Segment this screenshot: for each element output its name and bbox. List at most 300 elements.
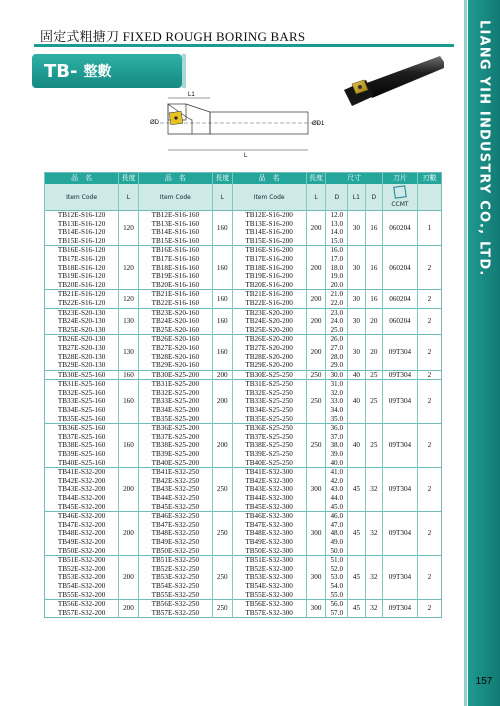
sub-header-row (45, 184, 442, 211)
diameter-cell: 13.0 (326, 220, 348, 229)
item-code-cell: TB12E-S16-120 (45, 211, 119, 220)
table-row (45, 380, 442, 389)
table-row (45, 246, 442, 255)
item-code-cell: TB51E-S32-250 (138, 556, 212, 565)
item-code-cell: TB21E-S16-120 (45, 290, 119, 299)
flute-count-cell: 2 (417, 600, 441, 618)
diameter-cell: 12.0 (326, 211, 348, 220)
item-code-cell: TB52E-S32-300 (232, 565, 306, 574)
diameter-cell: 22.0 (326, 299, 348, 308)
item-code-cell: TB35E-S25-200 (138, 415, 212, 424)
diameter-cell: 20.0 (326, 281, 348, 290)
item-code-cell: TB20E-S16-160 (138, 281, 212, 290)
l1-cell: 30 (348, 211, 365, 246)
item-code-cell: TB45E-S32-300 (232, 503, 306, 512)
diameter-cell: 21.0 (326, 290, 348, 299)
item-code-cell: TB46E-S32-300 (232, 512, 306, 521)
flute-count-cell: 2 (417, 468, 441, 512)
item-code-cell: TB40E-S25-200 (138, 459, 212, 468)
insert-cell: 09T304 (383, 468, 418, 512)
diameter-cell: 17.0 (326, 255, 348, 264)
shank-diameter-cell: 32 (365, 600, 382, 618)
diameter-cell: 37.0 (326, 433, 348, 442)
table-row (45, 211, 442, 220)
col-l1: L1 (348, 184, 365, 211)
item-code-cell: TB24E-S20-160 (138, 317, 212, 326)
label-d1: ØD1 (312, 121, 325, 127)
length-cell: 160 (212, 335, 232, 370)
item-code-cell: TB43E-S32-300 (232, 485, 306, 494)
item-code-cell: TB15E-S16-160 (138, 237, 212, 246)
l1-cell: 40 (348, 370, 365, 380)
length-cell: 200 (212, 370, 232, 380)
diameter-cell: 44.0 (326, 494, 348, 503)
label-d: ØD (150, 120, 159, 126)
dimension-drawing (150, 90, 350, 165)
item-code-cell: TB23E-S20-160 (138, 308, 212, 317)
shank-diameter-cell: 20 (365, 335, 382, 370)
item-code-cell: TB39E-S25-200 (138, 450, 212, 459)
length-cell: 200 (119, 468, 139, 512)
flute-count-cell: 2 (417, 335, 441, 370)
col-flutes (417, 184, 441, 211)
item-code-cell: TB56E-S32-300 (232, 600, 306, 609)
shank-diameter-cell: 25 (365, 380, 382, 424)
item-code-cell: TB16E-S16-160 (138, 246, 212, 255)
shank-diameter-cell: 20 (365, 308, 382, 335)
item-code-cell: TB23E-S20-200 (232, 308, 306, 317)
item-code-cell: TB22E-S16-120 (57, 298, 106, 307)
diameter-cell: 18.0 (326, 264, 348, 273)
item-code-cell: TB38E-S25-250 (232, 441, 306, 450)
length-cell: 300 (306, 512, 326, 556)
item-code-cell: TB26E-S20-130 (45, 335, 119, 344)
diameter-cell: 29.0 (326, 361, 348, 370)
table-row (45, 556, 442, 565)
item-code-cell: TB35E-S25-160 (57, 414, 106, 423)
length-cell: 160 (212, 246, 232, 290)
length-cell: 250 (212, 468, 232, 512)
item-code-cell: TB47E-S32-300 (232, 521, 306, 530)
table-row (45, 512, 442, 521)
table-row (45, 370, 442, 380)
label-l: L (244, 153, 248, 159)
item-code-cell: TB18E-S16-200 (232, 264, 306, 273)
item-code-cell: TB55E-S32-300 (232, 591, 306, 600)
item-code-cell: TB28E-S20-200 (232, 353, 306, 362)
flute-count-cell: 2 (417, 370, 441, 380)
col-group-item2: 品 名 (138, 173, 212, 185)
diameter-cell: 23.0 (326, 308, 348, 317)
insert-cell: 09T304 (383, 335, 418, 370)
item-code-cell: TB50E-S32-200 (57, 546, 106, 555)
item-code-cell: TB24E-S20-200 (232, 317, 306, 326)
diameter-cell: 41.0 (326, 468, 348, 477)
diameter-cell: 24.0 (326, 317, 348, 326)
item-code-cell: TB39E-S25-250 (232, 450, 306, 459)
insert-cell: 09T304 (383, 380, 418, 424)
page-title: 固定式粗搪刀 FIXED ROUGH BORING BARS (40, 29, 306, 44)
diameter-cell: 33.0 (326, 397, 348, 406)
length-cell: 200 (306, 308, 326, 335)
item-code-cell: TB44E-S32-300 (232, 494, 306, 503)
col-group-dimensions: 尺寸 (326, 173, 383, 185)
length-cell: 250 (306, 370, 326, 380)
l1-cell: 45 (348, 600, 365, 618)
col-group-len1: 長度 (119, 173, 139, 185)
length-cell: 120 (119, 211, 139, 246)
length-cell: 160 (212, 290, 232, 308)
shank-diameter-cell: 32 (365, 556, 382, 600)
item-code-cell: TB52E-S32-200 (57, 564, 106, 573)
diameter-cell: 19.0 (326, 272, 348, 281)
length-cell: 200 (306, 335, 326, 370)
item-code-cell: TB16E-S16-120 (45, 246, 119, 255)
item-code-cell: TB27E-S20-200 (232, 344, 306, 353)
item-code-cell: TB33E-S25-160 (57, 397, 106, 406)
length-cell: 160 (119, 424, 139, 468)
diameter-cell: 26.0 (326, 335, 348, 344)
insert-cell: 060204 (383, 211, 418, 246)
diameter-cell: 34.0 (326, 406, 348, 415)
l1-cell: 30 (348, 335, 365, 370)
length-cell: 130 (119, 308, 139, 335)
item-code-cell: TB34E-S25-160 (57, 406, 106, 415)
item-code-cell: TB17E-S16-160 (138, 255, 212, 264)
item-code-cell: TB44E-S32-250 (138, 494, 212, 503)
item-code-cell: TB56E-S32-250 (138, 600, 212, 609)
col-l-2: L (212, 184, 232, 211)
item-code-cell: TB29E-S20-130 (57, 361, 106, 370)
length-cell: 250 (306, 424, 326, 468)
flute-count-cell: 2 (417, 308, 441, 335)
item-code-cell: TB56E-S32-200 (45, 600, 119, 609)
item-code-cell: TB53E-S32-250 (138, 573, 212, 582)
diameter-cell: 53.0 (326, 573, 348, 582)
l1-cell: 45 (348, 512, 365, 556)
length-cell: 250 (212, 556, 232, 600)
diameter-cell: 32.0 (326, 389, 348, 398)
diameter-cell: 48.0 (326, 529, 348, 538)
item-code-cell: TB54E-S32-300 (232, 582, 306, 591)
item-code-cell: TB48E-S32-300 (232, 529, 306, 538)
table-row (45, 335, 442, 344)
l1-cell: 30 (348, 246, 365, 290)
insert-shape-icon (393, 185, 407, 199)
item-code-cell: TB51E-S32-300 (232, 556, 306, 565)
diameter-cell: 55.0 (326, 591, 348, 600)
diameter-cell: 31.0 (326, 380, 348, 389)
shank-diameter-cell: 25 (365, 424, 382, 468)
item-code-cell: TB49E-S32-300 (232, 538, 306, 547)
item-code-cell: TB20E-S16-200 (232, 281, 306, 290)
item-code-cell: TB54E-S32-250 (138, 582, 212, 591)
shank-diameter-cell: 16 (365, 246, 382, 290)
length-cell: 200 (119, 512, 139, 556)
item-code-cell: TB49E-S32-200 (57, 537, 106, 546)
item-code-cell: TB22E-S16-200 (232, 299, 306, 308)
diameter-cell: 52.0 (326, 565, 348, 574)
length-cell: 250 (212, 512, 232, 556)
item-code-cell: TB41E-S32-200 (45, 468, 119, 477)
col-l-1: L (119, 184, 139, 211)
item-code-cell: TB53E-S32-200 (57, 573, 106, 582)
flute-count-cell: 2 (417, 512, 441, 556)
item-code-cell: TB31E-S25-250 (232, 380, 306, 389)
length-cell: 160 (119, 370, 139, 380)
col-item-code-3: Item Code (232, 184, 306, 211)
shank-diameter-cell: 16 (365, 290, 382, 308)
item-code-cell: TB29E-S20-200 (232, 361, 306, 370)
diameter-cell: 30.0 (326, 370, 348, 380)
item-code-cell: TB42E-S32-300 (232, 477, 306, 486)
spec-table (44, 172, 442, 618)
length-cell: 200 (306, 290, 326, 308)
item-code-cell: TB42E-S32-250 (138, 477, 212, 486)
item-code-cell: TB38E-S25-200 (138, 441, 212, 450)
length-cell: 300 (306, 600, 326, 618)
item-code-cell: TB48E-S32-250 (138, 529, 212, 538)
title-rule (34, 44, 454, 47)
diameter-cell: 47.0 (326, 521, 348, 530)
item-code-cell: TB13E-S16-160 (138, 220, 212, 229)
length-cell: 250 (306, 380, 326, 424)
length-cell: 160 (119, 380, 139, 424)
item-code-cell: TB50E-S32-300 (232, 547, 306, 556)
item-code-cell: TB17E-S16-200 (232, 255, 306, 264)
item-code-cell: TB31E-S25-200 (138, 380, 212, 389)
item-code-cell: TB28E-S20-130 (57, 352, 106, 361)
item-code-cell: TB51E-S32-200 (45, 556, 119, 565)
item-code-cell: TB30E-S25-200 (138, 370, 212, 380)
item-code-cell: TB55E-S32-200 (57, 590, 106, 599)
item-code-cell: TB41E-S32-250 (138, 468, 212, 477)
length-cell: 120 (119, 290, 139, 308)
item-code-cell: TB23E-S20-130 (45, 308, 119, 317)
item-code-cell: TB33E-S25-200 (138, 397, 212, 406)
flute-count-cell: 1 (417, 211, 441, 246)
item-code-cell: TB12E-S16-200 (232, 211, 306, 220)
item-code-cell: TB42E-S32-200 (57, 476, 106, 485)
insert-cell: 060204 (383, 246, 418, 290)
col-group-insert: 刀片 (383, 173, 418, 185)
item-code-cell: TB15E-S16-120 (57, 236, 106, 245)
l1-cell: 40 (348, 424, 365, 468)
item-code-cell: TB27E-S20-130 (57, 343, 106, 352)
col-d: D (326, 184, 348, 211)
item-code-cell: TB40E-S25-250 (232, 459, 306, 468)
item-code-cell: TB48E-S32-200 (57, 529, 106, 538)
diameter-cell: 28.0 (326, 353, 348, 362)
item-code-cell: TB12E-S16-160 (138, 211, 212, 220)
item-code-cell: TB32E-S25-200 (138, 389, 212, 398)
item-code-cell: TB47E-S32-250 (138, 521, 212, 530)
diameter-cell: 25.0 (326, 326, 348, 335)
item-code-cell: TB36E-S25-200 (138, 424, 212, 433)
item-code-cell: TB14E-S16-160 (138, 228, 212, 237)
item-code-cell: TB36E-S25-160 (45, 424, 119, 433)
diameter-cell: 56.0 (326, 600, 348, 609)
item-code-cell: TB32E-S25-250 (232, 389, 306, 398)
col-group-len3: 長度 (306, 173, 326, 185)
item-code-cell: TB43E-S32-250 (138, 485, 212, 494)
col-group-len2: 長度 (212, 173, 232, 185)
flute-count-cell: 2 (417, 246, 441, 290)
company-name: LIANG YIH INDUSTRY CO., LTD. (476, 20, 492, 277)
diameter-cell: 27.0 (326, 344, 348, 353)
item-code-cell: TB57E-S32-300 (232, 609, 306, 618)
item-code-cell: TB44E-S32-200 (57, 494, 106, 502)
insert-cell: 09T304 (383, 512, 418, 556)
item-code-cell: TB14E-S16-120 (57, 228, 106, 237)
insert-type-label: CCMT (391, 200, 409, 208)
series-label (32, 54, 182, 88)
item-code-cell: TB25E-S20-200 (232, 326, 306, 335)
diameter-cell: 16.0 (326, 246, 348, 255)
item-code-cell: TB17E-S16-120 (57, 254, 106, 263)
item-code-cell: TB46E-S32-250 (138, 512, 212, 521)
diameter-cell: 46.0 (326, 512, 348, 521)
item-code-cell: TB41E-S32-300 (232, 468, 306, 477)
series-code: TB- (44, 60, 78, 82)
length-cell: 130 (119, 335, 139, 370)
diameter-cell: 36.0 (326, 424, 348, 433)
item-code-cell: TB19E-S16-160 (138, 272, 212, 281)
length-cell: 160 (212, 308, 232, 335)
item-code-cell: TB18E-S16-160 (138, 264, 212, 273)
item-code-cell: TB33E-S25-250 (232, 397, 306, 406)
col-insert (383, 184, 418, 211)
col-d1: D (365, 184, 382, 211)
col-l-3: L (306, 184, 326, 211)
side-stripe (464, 0, 467, 706)
insert-cell: 09T304 (383, 370, 418, 380)
diameter-cell: 45.0 (326, 503, 348, 512)
diameter-cell: 40.0 (326, 459, 348, 468)
diameter-cell: 51.0 (326, 556, 348, 565)
l1-cell: 45 (348, 468, 365, 512)
item-code-cell: TB21E-S16-200 (232, 290, 306, 299)
item-code-cell: TB45E-S32-250 (138, 503, 212, 512)
length-cell: 300 (306, 468, 326, 512)
item-code-cell: TB13E-S16-200 (232, 220, 306, 229)
diameter-cell: 54.0 (326, 582, 348, 591)
length-cell: 200 (119, 556, 139, 600)
series-subtitle: 整數 (83, 64, 112, 80)
table-row (45, 600, 442, 609)
item-code-cell: TB26E-S20-160 (138, 335, 212, 344)
item-code-cell: TB37E-S25-200 (138, 433, 212, 442)
insert-cell: 09T304 (383, 424, 418, 468)
col-group-item3: 品 名 (232, 173, 306, 185)
length-cell: 200 (306, 211, 326, 246)
diameter-cell: 42.0 (326, 477, 348, 486)
shank-diameter-cell: 16 (365, 211, 382, 246)
item-code-cell: TB34E-S25-250 (232, 406, 306, 415)
length-cell: 250 (212, 600, 232, 618)
length-cell: 200 (306, 246, 326, 290)
item-code-cell: TB54E-S32-200 (57, 581, 106, 590)
item-code-cell: TB29E-S20-160 (138, 361, 212, 370)
diameter-cell: 15.0 (326, 237, 348, 246)
item-code-cell: TB16E-S16-200 (232, 246, 306, 255)
table-row (45, 424, 442, 433)
diameter-cell: 43.0 (326, 485, 348, 494)
item-code-cell: TB57E-S32-200 (57, 608, 106, 617)
length-cell: 200 (212, 424, 232, 468)
length-cell: 200 (212, 380, 232, 424)
item-code-cell: TB31E-S25-160 (45, 380, 119, 389)
item-code-cell: TB25E-S20-130 (57, 325, 106, 334)
item-code-cell: TB30E-S25-160 (45, 370, 119, 380)
length-cell: 200 (119, 600, 139, 618)
item-code-cell: TB24E-S20-130 (57, 317, 106, 326)
l1-cell: 30 (348, 308, 365, 335)
item-code-cell: TB36E-S25-250 (232, 424, 306, 433)
item-code-cell: TB49E-S32-250 (138, 538, 212, 547)
item-code-cell: TB46E-S32-200 (45, 512, 119, 521)
diameter-cell: 49.0 (326, 538, 348, 547)
item-code-cell: TB43E-S32-200 (57, 485, 106, 494)
insert-cell: 060204 (383, 290, 418, 308)
item-code-cell: TB38E-S25-160 (57, 441, 106, 450)
item-code-cell: TB26E-S20-200 (232, 335, 306, 344)
series-label-tail (182, 54, 186, 88)
item-code-cell: TB55E-S32-250 (138, 591, 212, 600)
l1-cell: 40 (348, 380, 365, 424)
length-cell: 300 (306, 556, 326, 600)
col-item-code-1: Item Code (45, 184, 119, 211)
label-l1: L1 (188, 92, 195, 98)
item-code-cell: TB37E-S25-250 (232, 433, 306, 442)
length-cell: 160 (212, 211, 232, 246)
group-header-row (45, 173, 442, 185)
table-row (45, 468, 442, 477)
item-code-cell: TB35E-S25-250 (232, 415, 306, 424)
item-code-cell: TB19E-S16-200 (232, 272, 306, 281)
table-row (45, 290, 442, 299)
diameter-cell: 50.0 (326, 547, 348, 556)
item-code-cell: TB32E-S25-160 (57, 388, 106, 397)
item-code-cell: TB15E-S16-200 (232, 237, 306, 246)
item-code-cell: TB45E-S32-200 (57, 502, 106, 511)
insert-cell: 060204 (383, 308, 418, 335)
shank-diameter-cell: 25 (365, 370, 382, 380)
flute-count-cell: 2 (417, 290, 441, 308)
col-group-item1: 品 名 (45, 173, 119, 185)
item-code-cell: TB27E-S20-160 (138, 344, 212, 353)
insert-cell: 09T304 (383, 556, 418, 600)
diameter-cell: 38.0 (326, 441, 348, 450)
item-code-cell: TB21E-S16-160 (138, 290, 212, 299)
item-code-cell: TB39E-S25-160 (57, 450, 106, 459)
item-code-cell: TB40E-S25-160 (57, 458, 106, 467)
col-item-code-2: Item Code (138, 184, 212, 211)
boring-bar-image (336, 50, 444, 108)
diameter-cell: 35.0 (326, 415, 348, 424)
flute-count-cell: 2 (417, 380, 441, 424)
item-code-cell: TB50E-S32-250 (138, 547, 212, 556)
shank-diameter-cell: 32 (365, 512, 382, 556)
diameter-cell: 14.0 (326, 228, 348, 237)
flute-count-cell: 2 (417, 556, 441, 600)
item-code-cell: TB18E-S16-120 (57, 263, 106, 272)
col-group-flutes: 刃數 (417, 173, 441, 185)
item-code-cell: TB28E-S20-160 (138, 353, 212, 362)
l1-cell: 45 (348, 556, 365, 600)
item-code-cell: TB53E-S32-300 (232, 573, 306, 582)
spec-table-body (45, 211, 442, 618)
